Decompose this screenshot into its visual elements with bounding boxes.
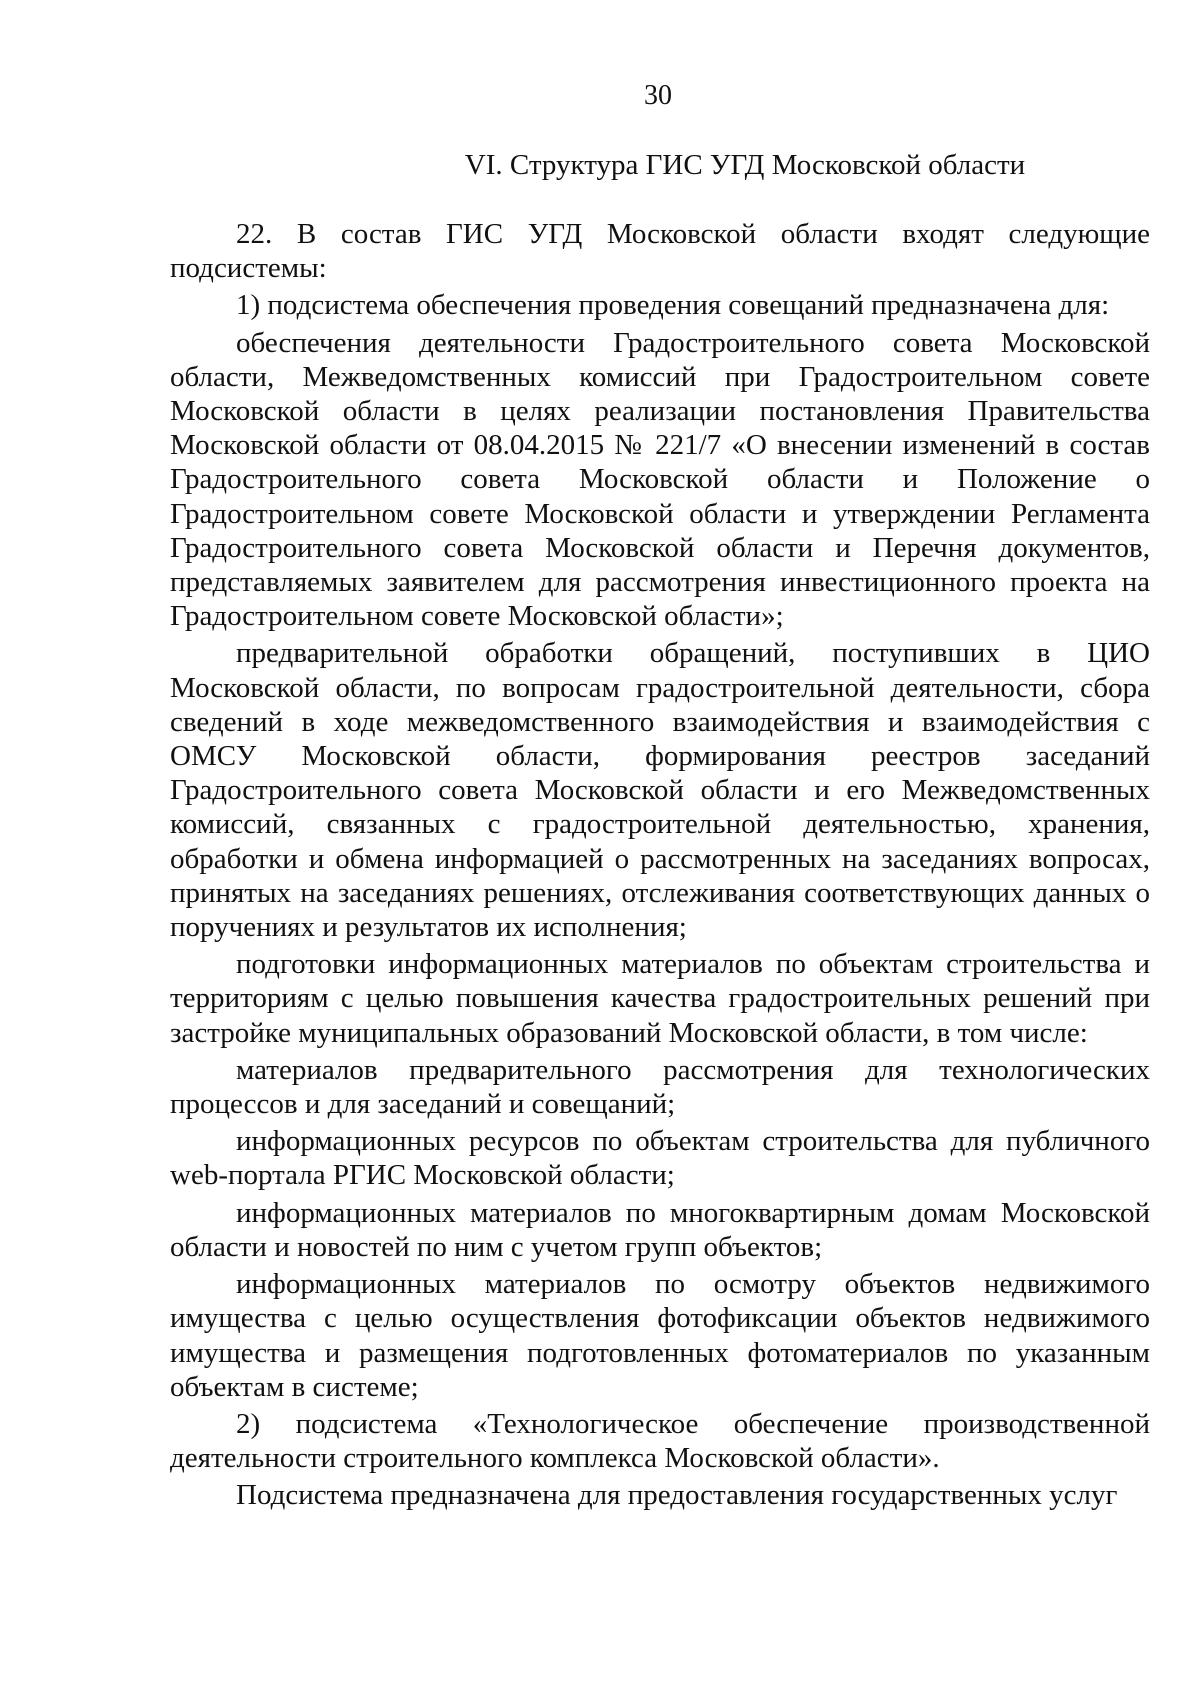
paragraph-subsystem-2: 2) подсистема «Технологическое обеспечение производственной деятельности строительного комплекса Московской области». <box>170 1407 1150 1475</box>
paragraph-preliminary-review: материалов предварительного рассмотрения для технологических процессов и для заседаний и совещаний; <box>170 1053 1150 1121</box>
paragraph-subsystem-purpose: Подсистема предназначена для предоставления государственных услуг <box>236 1479 1118 1512</box>
paragraph-council-support: обеспечения деятельности Градостроительного совета Московской области, Межведомственных комиссий при Градостроительном совете Московской области в целях реализации постановления Правительства Московской области от 08.04.2015 № 221/7 «О внесении изменений в состав Градостроительного совета Московской области и Положение о Градостроительном совете Московской области и утверждении Регламента Градостроительного совета Московской области и Перечня документов, представляемых заявителем для рассмотрения инвестиционного проекта на Градостроительном совете Московской области»; <box>170 326 1150 633</box>
document-body <box>170 217 1150 1513</box>
paragraph-web-portal: информационных ресурсов по объектам строительства для публичного web-портала РГИС Московской области; <box>170 1125 1150 1192</box>
paragraph-subsystem-1: 1) подсистема обеспечения проведения совещаний предназначена для: <box>236 289 1110 322</box>
section-heading: VI. Структура ГИС УГД Московской области <box>464 149 1026 181</box>
paragraph-property-inspection: информационных материалов по осмотру объектов недвижимого имущества с целью осуществления фотофиксации объектов недвижимого имущества и размещения подготовленных фотоматериалов по указанным объектам в системе; <box>170 1268 1150 1403</box>
paragraph-22-intro: 22. В состав ГИС УГД Московской области входят следующие подсистемы: <box>170 218 1150 285</box>
paragraph-apartment-buildings: информационных материалов по многоквартирным домам Московской области и новостей по ним с учетом групп объектов; <box>170 1196 1150 1263</box>
paragraph-preliminary-processing: предварительной обработки обращений, поступивших в ЦИО Московской области, по вопросам градостроительной деятельности, сбора сведений в ходе межведомственного взаимодействия и взаимодействия с ОМСУ Московской области, формирования реестров заседаний Градостроительного совета Московской области и его Межведомственных комиссий, связанных с градостроительной деятельностью, хранения, обработки и обмена информацией о рассмотренных на заседаниях вопросах, принятых на заседаниях решениях, отслеживания соответствующих данных о поручениях и результатов их исполнения; <box>170 637 1150 944</box>
paragraph-info-materials: подготовки информационных материалов по объектам строительства и территориям с целью повышения качества градостроительных решений при застройке муниципальных образований Московской области, в том числе: <box>170 948 1150 1049</box>
page-number: 30 <box>644 80 672 111</box>
